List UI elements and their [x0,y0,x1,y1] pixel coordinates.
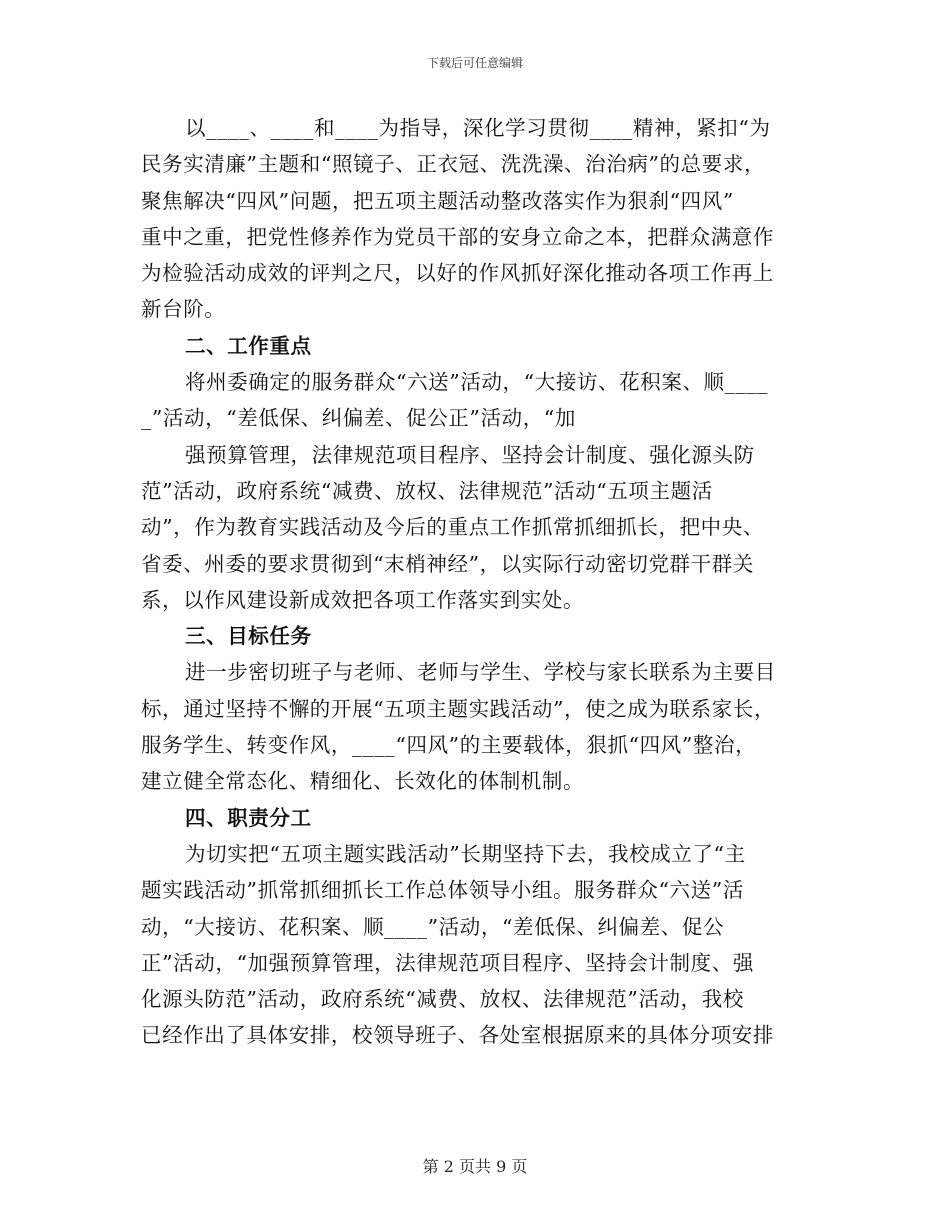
text-line: 以____、____和____为指导，深化学习贯彻____精神，紧扣“为 [185,116,771,140]
document-body [141,110,809,1054]
text-line: 新台阶。 [141,297,226,322]
section-heading: 三、目标任务 [185,624,312,649]
text-line: 建立健全常态化、精细化、长效化的体制机制。 [141,769,585,794]
text-line: 强预算管理，法律规范项目程序、坚持会计制度、强化源头防 [185,442,755,467]
text-line: 动，“大接访、花积案、顺____”活动，“差低保、纠偏差、促公 [141,914,725,939]
text-line: 范”活动，政府系统“减费、放权、法律规范”活动“五项主题活 [141,478,713,503]
text-line: 重中之重，把党性修养作为党员干部的安身立命之本，把群众满意作 [141,224,774,249]
text-line: 已经作出了具体安排，校领导班子、各处室根据原来的具体分项安排 [141,1023,774,1048]
page-number: 第 2 页共 9 页 [422,1157,528,1176]
text-line: 服务学生、转变作风，____“四风”的主要载体，狠抓“四风”整治， [141,733,757,758]
text-line: 将州委确定的服务群众“六送”活动，“大接访、花积案、顺____ [185,370,769,395]
text-line: _”活动，“差低保、纠偏差、促公正”活动，“加 [141,406,576,431]
text-line: 省委、州委的要求贯彻到“末梢神经”，以实际行动密切党群干群关 [141,551,754,576]
text-line: 系，以作风建设新成效把各项工作落实到实处。 [141,587,585,612]
text-line: 聚焦解决“四风”问题，把五项主题活动整改落实作为狠刹“四风” [141,188,734,213]
text-line: 进一步密切班子与老师、老师与学生、学校与家长联系为主要目 [185,660,776,685]
text-line: 标，通过坚持不懈的开展“五项主题实践活动”，使之成为联系家长， [141,696,776,721]
text-line: 化源头防范”活动，政府系统“减费、放权、法律规范”活动，我校 [141,987,744,1012]
section-heading: 四、职责分工 [185,805,312,830]
text-line: 正”活动，“加强预算管理，法律规范项目程序、坚持会计制度、强 [141,950,754,975]
section-heading: 二、工作重点 [185,333,312,358]
text-line: 题实践活动”抓常抓细抓长工作总体领导小组。服务群众“六送”活 [141,878,744,903]
text-line: 动”，作为教育实践活动及今后的重点工作抓常抓细抓长，把中央、 [141,515,764,540]
text-line: 为检验活动成效的评判之尺，以好的作风抓好深化推动各项工作再上 [141,261,774,286]
text-line: 为切实把“五项主题实践活动”长期坚持下去，我校成立了“主 [185,841,746,866]
page-header: 下载后可任意编辑 [426,56,523,70]
text-line: 民务实清廉”主题和“照镜子、正衣冠、洗洗澡、治治病”的总要求， [141,152,766,177]
